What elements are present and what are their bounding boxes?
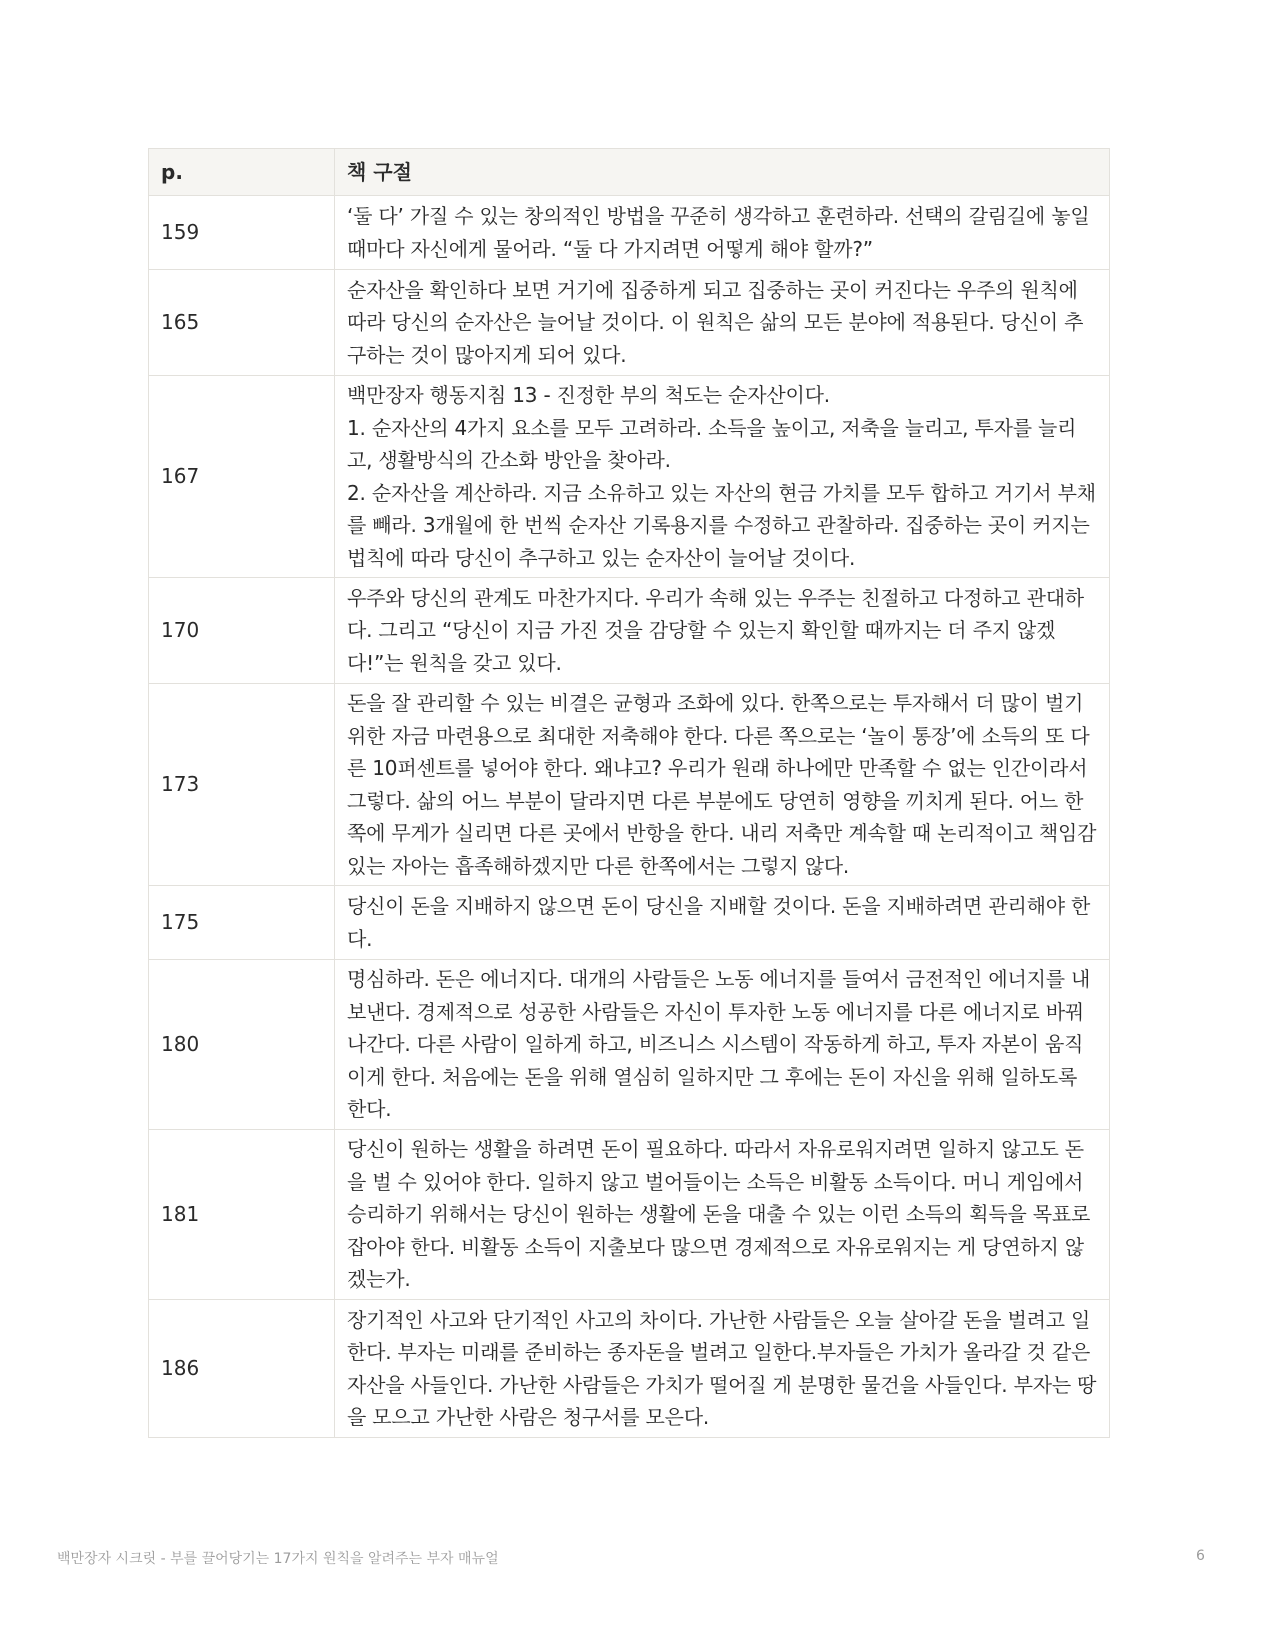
quote-cell: 돈을 잘 관리할 수 있는 비결은 균형과 조화에 있다. 한쪽으로는 투자해서 더 많이 벌기 위한 자금 마련용으로 최대한 저축해야 한다. 다른 쪽으로는 ‘놀이 통장’에 소득의 또 다른 10퍼센트를 넣어야 한다. 왜냐고? 우리가 원래 하나에만 만족할 수 없는 인간이라서 그렇다. 삶의 어느 부분이 달라지면 다른 부분에도 당연히 영향을 끼치게 된다. 어느 한쪽에 무게가 실리면 다른 곳에서 반항을 한다. 내리 저축만 계속할 때 논리적이고 책임감 있는 자아는 흡족해하겠지만 다른 한쪽에서는 그렇지 않다. <box>335 684 1110 886</box>
quote-cell: 장기적인 사고와 단기적인 사고의 차이다. 가난한 사람들은 오늘 살아갈 돈을 벌려고 일한다. 부자는 미래를 준비하는 종자돈을 벌려고 일한다.부자들은 가치가 올라갈 것 같은 자산을 사들인다. 가난한 사람들은 가치가 떨어질 게 분명한 물건을 사들인다. 부자는 땅을 모으고 가난한 사람은 청구서를 모은다. <box>335 1300 1110 1438</box>
quote-cell: 순자산을 확인하다 보면 거기에 집중하게 되고 집중하는 곳이 커진다는 우주의 원칙에 따라 당신의 순자산은 늘어날 것이다. 이 원칙은 삶의 모든 분야에 적용된다. 당신이 추구하는 것이 많아지게 되어 있다. <box>335 270 1110 376</box>
header-quote: 책 구절 <box>335 149 1110 196</box>
quote-table <box>148 148 1110 1438</box>
table-row <box>149 578 1110 684</box>
quote-cell: 명심하라. 돈은 에너지다. 대개의 사람들은 노동 에너지를 들여서 금전적인 에너지를 내보낸다. 경제적으로 성공한 사람들은 자신이 투자한 노동 에너지를 다른 에너지로 바꿔나간다. 다른 사람이 일하게 하고, 비즈니스 시스템이 작동하게 하고, 투자 자본이 움직이게 한다. 처음에는 돈을 위해 열심히 일하지만 그 후에는 돈이 자신을 위해 일하도록 한다. <box>335 960 1110 1130</box>
table-row <box>149 886 1110 960</box>
header-page: p. <box>149 149 335 196</box>
table-row <box>149 960 1110 1130</box>
page-number-cell: 175 <box>149 886 335 960</box>
page-number-cell: 173 <box>149 684 335 886</box>
page-number-cell: 159 <box>149 196 335 270</box>
page-number-cell: 165 <box>149 270 335 376</box>
table-row <box>149 376 1110 578</box>
page-number-cell: 186 <box>149 1300 335 1438</box>
footer-book-title: 백만장자 시크릿 - 부를 끌어당기는 17가지 원칙을 알려주는 부자 매뉴얼 <box>57 1551 499 1567</box>
table-row <box>149 196 1110 270</box>
table-row <box>149 1300 1110 1438</box>
quote-cell: 당신이 돈을 지배하지 않으면 돈이 당신을 지배할 것이다. 돈을 지배하려면 관리해야 한다. <box>335 886 1110 960</box>
quote-cell: 백만장자 행동지침 13 - 진정한 부의 척도는 순자산이다. 1. 순자산의 4가지 요소를 모두 고려하라. 소득을 높이고, 저축을 늘리고, 투자를 늘리고, 생활방식의 간소화 방안을 찾아라. 2. 순자산을 계산하라. 지금 소유하고 있는 자산의 현금 가치를 모두 합하고 거기서 부채를 빼라. 3개월에 한 번씩 순자산 기록용지를 수정하고 관찰하라. 집중하는 곳이 커지는 법칙에 따라 당신이 추구하고 있는 순자산이 늘어날 것이다. <box>335 376 1110 578</box>
quote-cell: ‘둘 다’ 가질 수 있는 창의적인 방법을 꾸준히 생각하고 훈련하라. 선택의 갈림길에 놓일 때마다 자신에게 물어라. “둘 다 가지려면 어떻게 해야 할까?” <box>335 196 1110 270</box>
quote-cell: 당신이 원하는 생활을 하려면 돈이 필요하다. 따라서 자유로워지려면 일하지 않고도 돈을 벌 수 있어야 한다. 일하지 않고 벌어들이는 소득은 비활동 소득이다. 머니 게임에서 승리하기 위해서는 당신이 원하는 생활에 돈을 대출 수 있는 이런 소득의 획득을 목표로 잡아야 한다. 비활동 소득이 지출보다 많으면 경제적으로 자유로워지는 게 당연하지 않겠는가. <box>335 1130 1110 1300</box>
page-number-cell: 170 <box>149 578 335 684</box>
table-row <box>149 1130 1110 1300</box>
page-number-cell: 167 <box>149 376 335 578</box>
quote-cell: 우주와 당신의 관계도 마찬가지다. 우리가 속해 있는 우주는 친절하고 다정하고 관대하다. 그리고 “당신이 지금 가진 것을 감당할 수 있는지 확인할 때까지는 더 주지 않겠다!”는 원칙을 갖고 있다. <box>335 578 1110 684</box>
table-row <box>149 684 1110 886</box>
page-number-cell: 181 <box>149 1130 335 1300</box>
footer-page-number: 6 <box>1196 1548 1205 1564</box>
table-row <box>149 270 1110 376</box>
table-header-row <box>149 149 1110 196</box>
page-number-cell: 180 <box>149 960 335 1130</box>
